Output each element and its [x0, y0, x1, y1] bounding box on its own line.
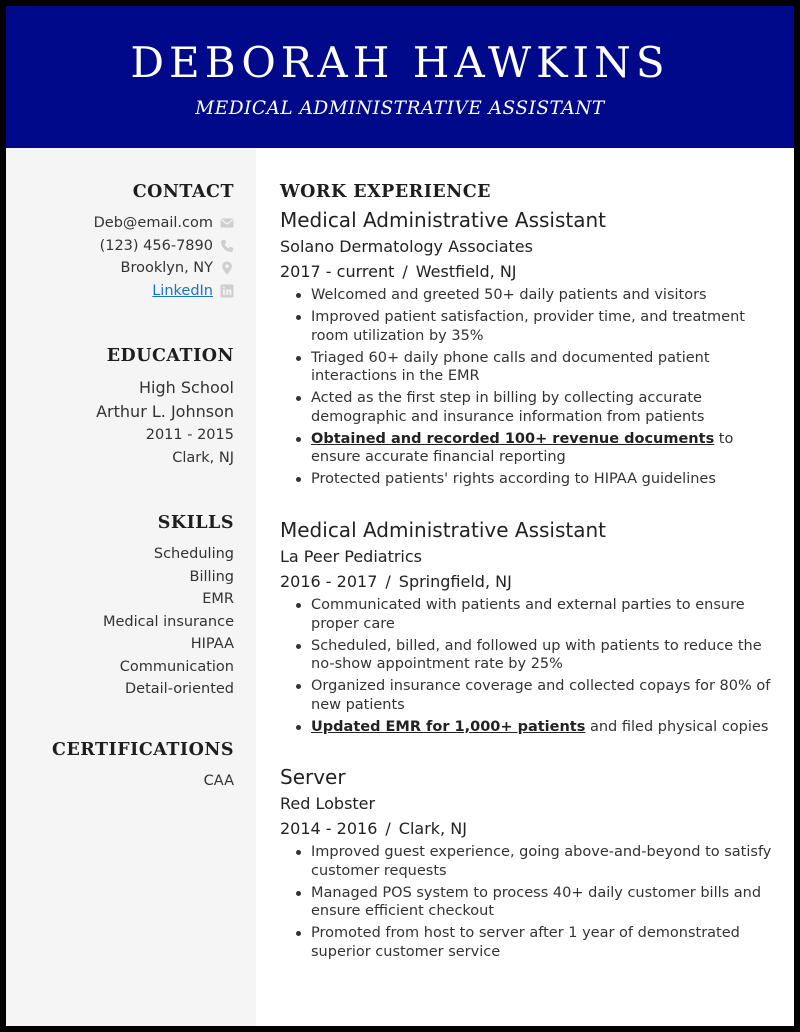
bullet-highlight: Updated EMR for 1,000+ patients: [311, 718, 586, 735]
education-heading: EDUCATION: [106, 346, 234, 366]
contact-location: Brooklyn, NY: [120, 260, 213, 276]
bullet-item: [280, 430, 780, 467]
linkedin-icon[interactable]: [220, 284, 234, 298]
skill-item: Medical insurance: [102, 613, 234, 630]
bullet-item: Protected patients' rights according to HIPAA guidelines: [280, 470, 780, 489]
job-bullets: [280, 843, 780, 961]
contact-email-row: [6, 212, 234, 235]
job-location: Springfield, NJ: [398, 572, 512, 591]
job-dates-row: [280, 260, 780, 284]
job-dates-row: [280, 817, 780, 841]
skill-item: Detail-oriented: [125, 681, 234, 697]
education-degree: High School: [139, 378, 234, 397]
bullet-item: Promoted from host to server after 1 year of demonstrated superior customer service: [280, 924, 780, 961]
job-entry: [280, 763, 780, 965]
job-dates: 2016 - 2017: [280, 572, 378, 591]
contact-location-row: [6, 257, 234, 280]
skill-item: EMR: [202, 591, 234, 607]
map-pin-icon: [220, 261, 234, 275]
work-experience-heading: WORK EXPERIENCE: [280, 182, 491, 202]
contact-section: [6, 182, 234, 302]
bullet-rest: to ensure accurate financial reporting: [311, 430, 734, 465]
skill-item: HIPAA: [190, 636, 234, 652]
certifications-section: [6, 740, 234, 793]
job-dates: 2014 - 2016: [280, 819, 378, 838]
bullet-item: Managed POS system to process 40+ daily customer bills and ensure efficient checkout: [280, 884, 780, 921]
resume-page: [6, 6, 794, 1026]
bullet-item: Welcomed and greeted 50+ daily patients and visitors: [280, 286, 780, 305]
job-location: Westfield, NJ: [415, 262, 517, 281]
job-entry: [280, 206, 780, 492]
date-separator: /: [385, 572, 391, 591]
candidate-name: DEBORAH HAWKINS: [130, 38, 670, 87]
sidebar: [6, 148, 256, 1026]
date-separator: /: [402, 262, 408, 281]
certification-item: CAA: [203, 773, 234, 789]
bullet-rest: and filed physical copies: [585, 718, 769, 735]
education-location: Clark, NJ: [172, 449, 234, 466]
certifications-heading: CERTIFICATIONS: [52, 740, 234, 760]
bullet-item: Communicated with patients and external parties to ensure proper care: [280, 596, 780, 633]
bullet-item: Scheduled, billed, and followed up with patients to reduce the no-show appointment rate by 25%: [280, 637, 780, 674]
bullet-item: Organized insurance coverage and collected copays for 80% of new patients: [280, 677, 780, 714]
skills-heading: SKILLS: [157, 513, 234, 533]
resume-header: [6, 6, 794, 148]
job-bullets: [280, 286, 780, 489]
bullet-item: Acted as the first step in billing by collecting accurate demographic and insurance information from patients: [280, 389, 780, 426]
job-company: Red Lobster: [280, 794, 376, 813]
date-separator: /: [385, 819, 391, 838]
phone-icon: [220, 239, 234, 253]
contact-phone-row: [6, 235, 234, 258]
education-years: 2011 - 2015: [145, 427, 234, 443]
bullet-item: Improved patient satisfaction, provider time, and treatment room utilization by 35%: [280, 308, 780, 345]
contact-linkedin-row: [6, 280, 234, 303]
contact-phone: (123) 456-7890: [99, 237, 213, 254]
job-dates-row: [280, 570, 780, 594]
candidate-title: MEDICAL ADMINISTRATIVE ASSISTANT: [195, 98, 605, 119]
job-company: La Peer Pediatrics: [280, 547, 422, 566]
envelope-icon: [220, 216, 234, 230]
education-school: Arthur L. Johnson: [96, 402, 234, 421]
bullet-item: Triaged 60+ daily phone calls and documented patient interactions in the EMR: [280, 349, 780, 386]
skills-section: [6, 513, 234, 701]
bullet-item: [280, 718, 780, 737]
contact-email[interactable]: Deb@email.com: [93, 215, 213, 231]
skill-item: Billing: [189, 568, 234, 585]
skill-item: Scheduling: [153, 546, 234, 562]
bullet-item: Improved guest experience, going above-and-beyond to satisfy customer requests: [280, 843, 780, 880]
education-section: [6, 346, 234, 469]
job-company: Solano Dermatology Associates: [280, 237, 533, 256]
skill-item: Communication: [119, 658, 234, 675]
job-location: Clark, NJ: [398, 819, 467, 838]
linkedin-link[interactable]: LinkedIn: [152, 282, 213, 299]
job-entry: [280, 516, 780, 740]
job-dates: 2017 - current: [280, 262, 395, 281]
bullet-highlight: Obtained and recorded 100+ revenue documents: [311, 430, 715, 447]
contact-heading: CONTACT: [132, 182, 234, 202]
job-title: Medical Administrative Assistant: [280, 208, 607, 232]
job-title: Medical Administrative Assistant: [280, 518, 607, 542]
job-bullets: [280, 596, 780, 736]
job-title: Server: [280, 765, 346, 789]
